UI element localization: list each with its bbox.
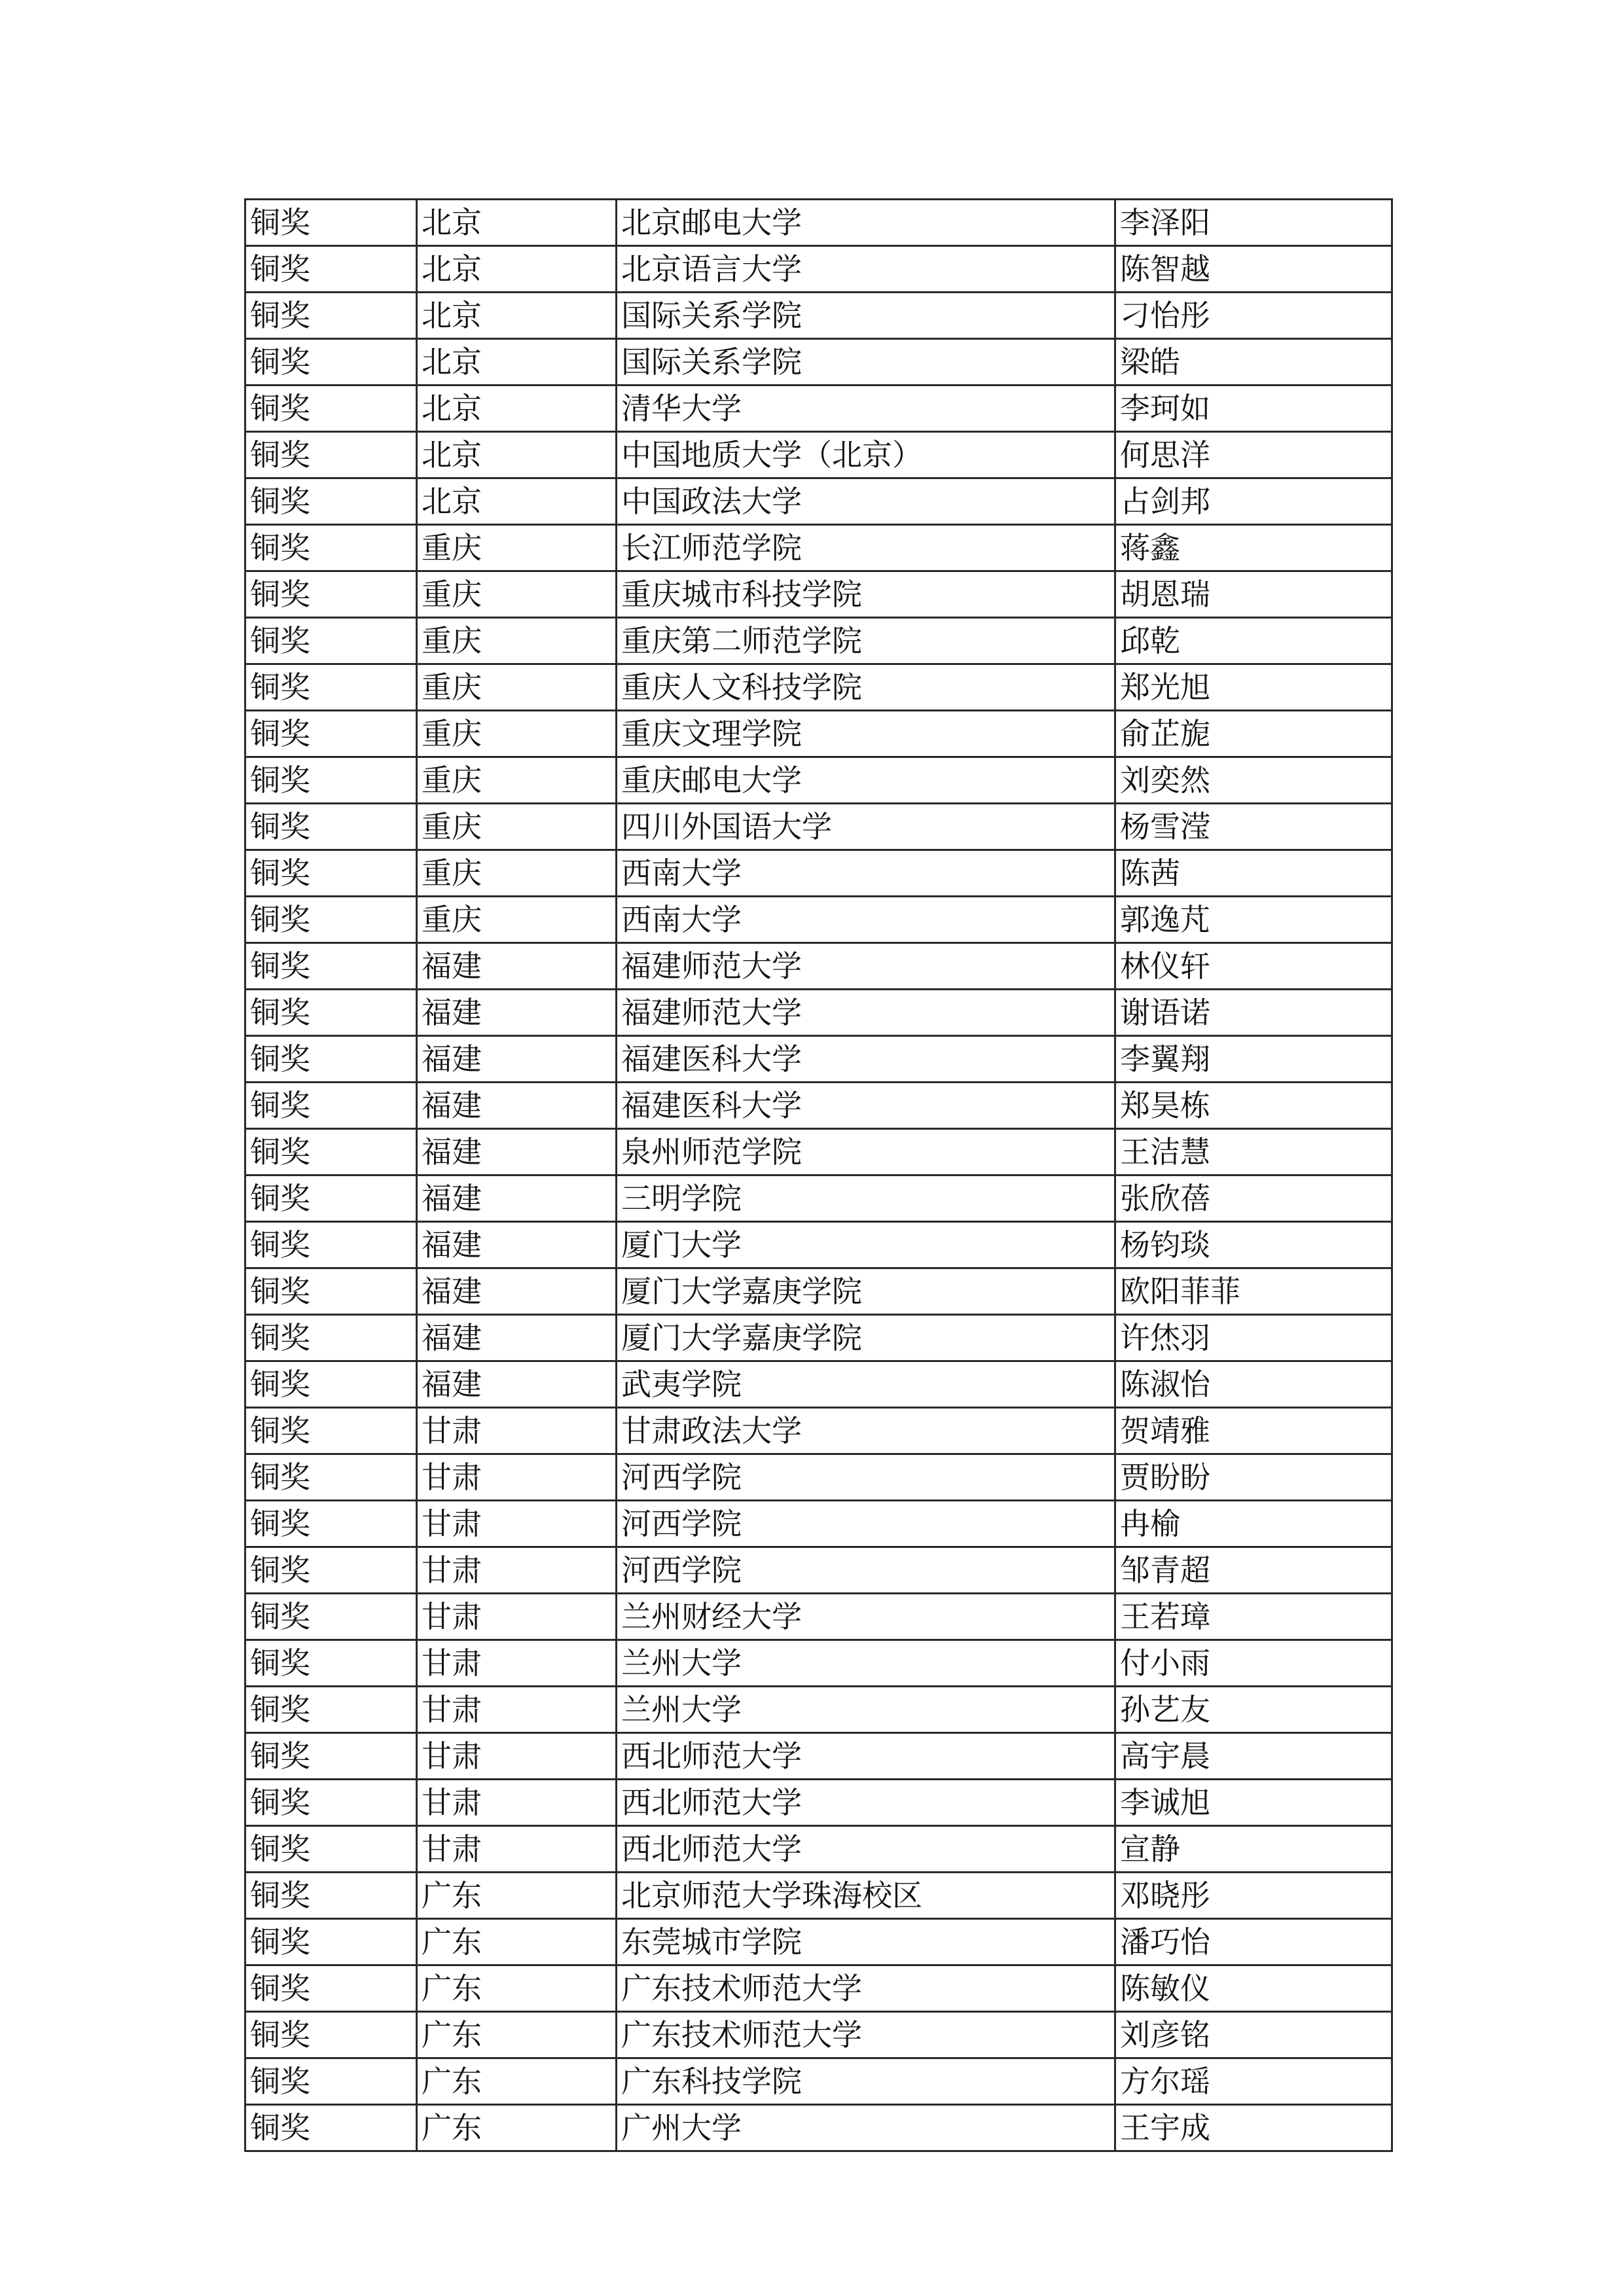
student-name-cell: 方尔瑶 — [1115, 2058, 1392, 2105]
student-name-cell: 孙艺友 — [1115, 1687, 1392, 1733]
student-name-cell: 李泽阳 — [1115, 200, 1392, 246]
table-row — [245, 1501, 1392, 1547]
province-cell: 重庆 — [417, 711, 617, 757]
province-cell: 福建 — [417, 943, 617, 990]
award-cell: 铜奖 — [245, 1361, 417, 1408]
award-cell: 铜奖 — [245, 1501, 417, 1547]
student-name-cell: 潘巧怡 — [1115, 1919, 1392, 1965]
award-cell: 铜奖 — [245, 1687, 417, 1733]
student-name-cell: 贾盼盼 — [1115, 1454, 1392, 1501]
university-cell: 兰州大学 — [617, 1687, 1115, 1733]
university-cell: 厦门大学嘉庚学院 — [617, 1268, 1115, 1315]
award-cell: 铜奖 — [245, 711, 417, 757]
university-cell: 厦门大学嘉庚学院 — [617, 1315, 1115, 1361]
table-row — [245, 246, 1392, 293]
student-name-cell: 邹青超 — [1115, 1547, 1392, 1594]
table-row — [245, 1036, 1392, 1083]
university-cell: 重庆城市科技学院 — [617, 571, 1115, 618]
province-cell: 重庆 — [417, 618, 617, 664]
student-name-cell: 谢语诺 — [1115, 990, 1392, 1036]
table-row — [245, 478, 1392, 525]
province-cell: 甘肃 — [417, 1501, 617, 1547]
student-name-cell: 何思洋 — [1115, 432, 1392, 478]
table-row — [245, 2012, 1392, 2058]
student-name-cell: 王洁慧 — [1115, 1129, 1392, 1175]
province-cell: 重庆 — [417, 804, 617, 850]
university-cell: 重庆第二师范学院 — [617, 618, 1115, 664]
table-row — [245, 664, 1392, 711]
award-cell: 铜奖 — [245, 1919, 417, 1965]
university-cell: 福建师范大学 — [617, 943, 1115, 990]
province-cell: 北京 — [417, 432, 617, 478]
university-cell: 四川外国语大学 — [617, 804, 1115, 850]
province-cell: 重庆 — [417, 571, 617, 618]
university-cell: 西北师范大学 — [617, 1733, 1115, 1780]
university-cell: 西南大学 — [617, 850, 1115, 897]
university-cell: 甘肃政法大学 — [617, 1408, 1115, 1454]
award-cell: 铜奖 — [245, 1594, 417, 1640]
university-cell: 国际关系学院 — [617, 339, 1115, 386]
student-name-cell: 林仪轩 — [1115, 943, 1392, 990]
student-name-cell: 李翼翔 — [1115, 1036, 1392, 1083]
university-cell: 西南大学 — [617, 897, 1115, 943]
table-row — [245, 1919, 1392, 1965]
university-cell: 三明学院 — [617, 1175, 1115, 1222]
student-name-cell: 胡恩瑞 — [1115, 571, 1392, 618]
student-name-cell: 邓晓彤 — [1115, 1873, 1392, 1919]
award-cell: 铜奖 — [245, 804, 417, 850]
table-row — [245, 1268, 1392, 1315]
university-cell: 河西学院 — [617, 1501, 1115, 1547]
province-cell: 福建 — [417, 1361, 617, 1408]
award-cell: 铜奖 — [245, 1083, 417, 1129]
province-cell: 北京 — [417, 386, 617, 432]
table-row — [245, 850, 1392, 897]
university-cell: 福建医科大学 — [617, 1083, 1115, 1129]
award-cell: 铜奖 — [245, 1965, 417, 2012]
award-cell: 铜奖 — [245, 1129, 417, 1175]
award-cell: 铜奖 — [245, 1547, 417, 1594]
university-cell: 西北师范大学 — [617, 1780, 1115, 1826]
table-row — [245, 1965, 1392, 2012]
student-name-cell: 宣静 — [1115, 1826, 1392, 1873]
province-cell: 甘肃 — [417, 1454, 617, 1501]
table-row — [245, 1408, 1392, 1454]
table-row — [245, 618, 1392, 664]
award-table — [244, 198, 1393, 2152]
table-row — [245, 386, 1392, 432]
student-name-cell: 李珂如 — [1115, 386, 1392, 432]
province-cell: 广东 — [417, 2105, 617, 2151]
award-cell: 铜奖 — [245, 525, 417, 571]
province-cell: 甘肃 — [417, 1780, 617, 1826]
university-cell: 重庆文理学院 — [617, 711, 1115, 757]
award-cell: 铜奖 — [245, 943, 417, 990]
student-name-cell: 刁怡彤 — [1115, 293, 1392, 339]
province-cell: 福建 — [417, 990, 617, 1036]
university-cell: 重庆人文科技学院 — [617, 664, 1115, 711]
table-row — [245, 1826, 1392, 1873]
university-cell: 福建医科大学 — [617, 1036, 1115, 1083]
province-cell: 福建 — [417, 1175, 617, 1222]
award-cell: 铜奖 — [245, 246, 417, 293]
award-cell: 铜奖 — [245, 664, 417, 711]
province-cell: 福建 — [417, 1129, 617, 1175]
student-name-cell: 李诚旭 — [1115, 1780, 1392, 1826]
table-row — [245, 1733, 1392, 1780]
table-row — [245, 293, 1392, 339]
province-cell: 甘肃 — [417, 1687, 617, 1733]
award-cell: 铜奖 — [245, 990, 417, 1036]
table-row — [245, 943, 1392, 990]
university-cell: 武夷学院 — [617, 1361, 1115, 1408]
table-row — [245, 2105, 1392, 2151]
province-cell: 重庆 — [417, 897, 617, 943]
award-cell: 铜奖 — [245, 897, 417, 943]
award-cell: 铜奖 — [245, 1222, 417, 1268]
student-name-cell: 郑昊栋 — [1115, 1083, 1392, 1129]
table-row — [245, 2058, 1392, 2105]
student-name-cell: 张欣蓓 — [1115, 1175, 1392, 1222]
award-cell: 铜奖 — [245, 386, 417, 432]
table-row — [245, 897, 1392, 943]
student-name-cell: 占剑邦 — [1115, 478, 1392, 525]
university-cell: 北京师范大学珠海校区 — [617, 1873, 1115, 1919]
university-cell: 国际关系学院 — [617, 293, 1115, 339]
table-row — [245, 1129, 1392, 1175]
university-cell: 广东技术师范大学 — [617, 2012, 1115, 2058]
award-cell: 铜奖 — [245, 1640, 417, 1687]
province-cell: 广东 — [417, 2058, 617, 2105]
province-cell: 福建 — [417, 1315, 617, 1361]
award-cell: 铜奖 — [245, 618, 417, 664]
table-row — [245, 1083, 1392, 1129]
award-cell: 铜奖 — [245, 1408, 417, 1454]
award-cell: 铜奖 — [245, 293, 417, 339]
table-row — [245, 1361, 1392, 1408]
award-cell: 铜奖 — [245, 200, 417, 246]
student-name-cell: 杨雪滢 — [1115, 804, 1392, 850]
table-row — [245, 571, 1392, 618]
university-cell: 广州大学 — [617, 2105, 1115, 2151]
province-cell: 重庆 — [417, 850, 617, 897]
university-cell: 北京邮电大学 — [617, 200, 1115, 246]
student-name-cell: 冉榆 — [1115, 1501, 1392, 1547]
table-row — [245, 1222, 1392, 1268]
award-cell: 铜奖 — [245, 1780, 417, 1826]
university-cell: 兰州大学 — [617, 1640, 1115, 1687]
student-name-cell: 蒋鑫 — [1115, 525, 1392, 571]
table-row — [245, 1175, 1392, 1222]
province-cell: 重庆 — [417, 525, 617, 571]
award-cell: 铜奖 — [245, 1268, 417, 1315]
award-cell: 铜奖 — [245, 1733, 417, 1780]
university-cell: 清华大学 — [617, 386, 1115, 432]
award-cell: 铜奖 — [245, 1873, 417, 1919]
table-row — [245, 711, 1392, 757]
province-cell: 重庆 — [417, 757, 617, 804]
student-name-cell: 刘奕然 — [1115, 757, 1392, 804]
province-cell: 广东 — [417, 2012, 617, 2058]
table-row — [245, 432, 1392, 478]
table-row — [245, 1640, 1392, 1687]
table-row — [245, 339, 1392, 386]
province-cell: 北京 — [417, 246, 617, 293]
student-name-cell: 杨钧琰 — [1115, 1222, 1392, 1268]
award-cell: 铜奖 — [245, 757, 417, 804]
award-cell: 铜奖 — [245, 850, 417, 897]
province-cell: 广东 — [417, 1965, 617, 2012]
province-cell: 福建 — [417, 1268, 617, 1315]
province-cell: 广东 — [417, 1919, 617, 1965]
province-cell: 甘肃 — [417, 1408, 617, 1454]
province-cell: 福建 — [417, 1222, 617, 1268]
province-cell: 福建 — [417, 1083, 617, 1129]
province-cell: 北京 — [417, 293, 617, 339]
university-cell: 西北师范大学 — [617, 1826, 1115, 1873]
student-name-cell: 陈淑怡 — [1115, 1361, 1392, 1408]
student-name-cell: 王宇成 — [1115, 2105, 1392, 2151]
table-row — [245, 804, 1392, 850]
university-cell: 河西学院 — [617, 1454, 1115, 1501]
province-cell: 甘肃 — [417, 1826, 617, 1873]
table-row — [245, 1687, 1392, 1733]
student-name-cell: 梁皓 — [1115, 339, 1392, 386]
award-cell: 铜奖 — [245, 571, 417, 618]
award-cell: 铜奖 — [245, 2058, 417, 2105]
award-cell: 铜奖 — [245, 478, 417, 525]
province-cell: 北京 — [417, 200, 617, 246]
university-cell: 兰州财经大学 — [617, 1594, 1115, 1640]
university-cell: 河西学院 — [617, 1547, 1115, 1594]
university-cell: 泉州师范学院 — [617, 1129, 1115, 1175]
table-row — [245, 1873, 1392, 1919]
student-name-cell: 陈茜 — [1115, 850, 1392, 897]
table-row — [245, 1454, 1392, 1501]
student-name-cell: 付小雨 — [1115, 1640, 1392, 1687]
table-row — [245, 1780, 1392, 1826]
student-name-cell: 郑光旭 — [1115, 664, 1392, 711]
student-name-cell: 刘彦铭 — [1115, 2012, 1392, 2058]
table-row — [245, 1315, 1392, 1361]
university-cell: 广东技术师范大学 — [617, 1965, 1115, 2012]
university-cell: 福建师范大学 — [617, 990, 1115, 1036]
table-body — [245, 200, 1392, 2151]
student-name-cell: 王若璋 — [1115, 1594, 1392, 1640]
student-name-cell: 陈智越 — [1115, 246, 1392, 293]
university-cell: 中国地质大学（北京） — [617, 432, 1115, 478]
university-cell: 长江师范学院 — [617, 525, 1115, 571]
award-cell: 铜奖 — [245, 1175, 417, 1222]
student-name-cell: 郭逸芃 — [1115, 897, 1392, 943]
university-cell: 北京语言大学 — [617, 246, 1115, 293]
student-name-cell: 许烋羽 — [1115, 1315, 1392, 1361]
province-cell: 甘肃 — [417, 1547, 617, 1594]
award-cell: 铜奖 — [245, 2012, 417, 2058]
student-name-cell: 邱乾 — [1115, 618, 1392, 664]
province-cell: 甘肃 — [417, 1733, 617, 1780]
table-row — [245, 1547, 1392, 1594]
award-cell: 铜奖 — [245, 1826, 417, 1873]
university-cell: 中国政法大学 — [617, 478, 1115, 525]
award-cell: 铜奖 — [245, 2105, 417, 2151]
student-name-cell: 贺靖雅 — [1115, 1408, 1392, 1454]
province-cell: 北京 — [417, 339, 617, 386]
table-row — [245, 1594, 1392, 1640]
student-name-cell: 高宇晨 — [1115, 1733, 1392, 1780]
table-row — [245, 990, 1392, 1036]
table-row — [245, 200, 1392, 246]
province-cell: 重庆 — [417, 664, 617, 711]
award-cell: 铜奖 — [245, 432, 417, 478]
award-cell: 铜奖 — [245, 1036, 417, 1083]
province-cell: 广东 — [417, 1873, 617, 1919]
award-cell: 铜奖 — [245, 1315, 417, 1361]
student-name-cell: 俞芷旎 — [1115, 711, 1392, 757]
award-cell: 铜奖 — [245, 339, 417, 386]
university-cell: 东莞城市学院 — [617, 1919, 1115, 1965]
award-cell: 铜奖 — [245, 1454, 417, 1501]
province-cell: 甘肃 — [417, 1594, 617, 1640]
province-cell: 北京 — [417, 478, 617, 525]
student-name-cell: 欧阳菲菲 — [1115, 1268, 1392, 1315]
student-name-cell: 陈敏仪 — [1115, 1965, 1392, 2012]
table-row — [245, 525, 1392, 571]
table-row — [245, 757, 1392, 804]
university-cell: 广东科技学院 — [617, 2058, 1115, 2105]
province-cell: 甘肃 — [417, 1640, 617, 1687]
province-cell: 福建 — [417, 1036, 617, 1083]
university-cell: 重庆邮电大学 — [617, 757, 1115, 804]
university-cell: 厦门大学 — [617, 1222, 1115, 1268]
